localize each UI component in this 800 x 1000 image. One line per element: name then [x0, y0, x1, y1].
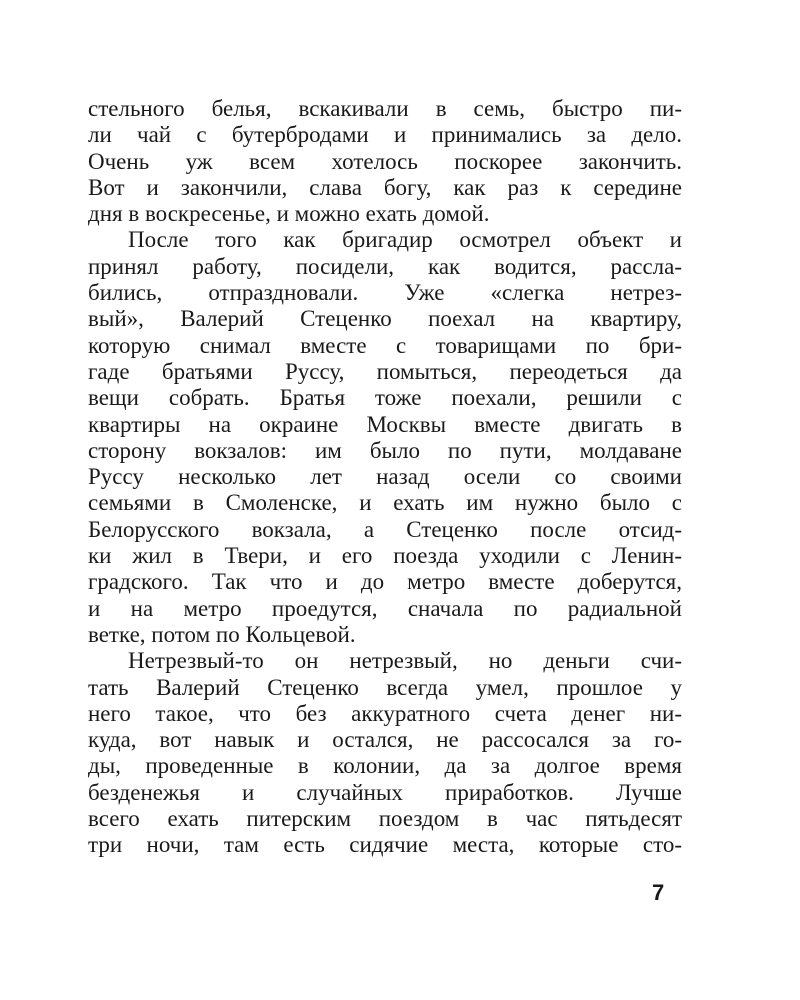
- paragraph-first-line: Нетрезвый-то он нетрезвый, но деньги счи-: [128, 648, 682, 674]
- text-line: ли чай с бутербродами и принимались за дело.: [88, 122, 682, 148]
- text-line: тать Валерий Стеценко всегда умел, прошлое у: [88, 674, 682, 700]
- text-line: Белорусского вокзала, а Стеценко после отсид-: [88, 516, 682, 542]
- text-line: градского. Так что и до метро вместе доберутся,: [88, 569, 682, 595]
- text-line: ки жил в Твери, и его поезда уходили с Ленин-: [88, 543, 682, 569]
- text-line: сторону вокзалов: им было по пути, молдаване: [88, 437, 682, 463]
- text-line: вещи собрать. Братья тоже поехали, решили с: [88, 385, 682, 411]
- text-line: которую снимал вместе с товарищами по бри-: [88, 332, 682, 358]
- body-text: [88, 96, 682, 859]
- text-line: Вот и закончили, слава богу, как раз к середине: [88, 174, 682, 200]
- text-line: него такое, что без аккуратного счета денег ни-: [88, 700, 682, 726]
- text-line: куда, вот навык и остался, не рассосался за го-: [88, 727, 682, 753]
- page-number: 7: [652, 880, 665, 905]
- text-line: квартиры на окраине Москвы вместе двигать в: [88, 411, 682, 437]
- text-line: стельного белья, вскакивали в семь, быстро пи-: [88, 96, 682, 121]
- text-line: всего ехать питерским поездом в час пятьдесят: [88, 806, 682, 832]
- text-line: безденежья и случайных приработков. Лучше: [88, 779, 682, 805]
- text-line: дня в воскресенье, и можно ехать домой.: [88, 201, 490, 227]
- text-line: вый», Валерий Стеценко поехал на квартиру,: [88, 306, 682, 332]
- text-line: три ночи, там есть сидячие места, которые сто-: [88, 832, 682, 858]
- text-line: гаде братьями Руссу, помыться, переодеться да: [88, 358, 682, 384]
- text-line: принял работу, посидели, как водится, рассла-: [88, 253, 682, 279]
- text-line: Руссу несколько лет назад осели со своими: [88, 464, 682, 490]
- paragraph-first-line: После того как бригадир осмотрел объект и: [128, 227, 682, 253]
- text-line: ветке, потом по Кольцевой.: [88, 621, 356, 647]
- text-line: Очень уж всем хотелось поскорее закончить.: [88, 148, 682, 174]
- text-line: бились, отпраздновали. Уже «слегка нетрез-: [88, 280, 682, 306]
- text-line: и на метро проедутся, сначала по радиальной: [88, 595, 682, 621]
- text-line: ды, проведенные в колонии, да за долгое время: [88, 753, 682, 779]
- text-line: семьями в Смоленске, и ехать им нужно было с: [88, 490, 682, 516]
